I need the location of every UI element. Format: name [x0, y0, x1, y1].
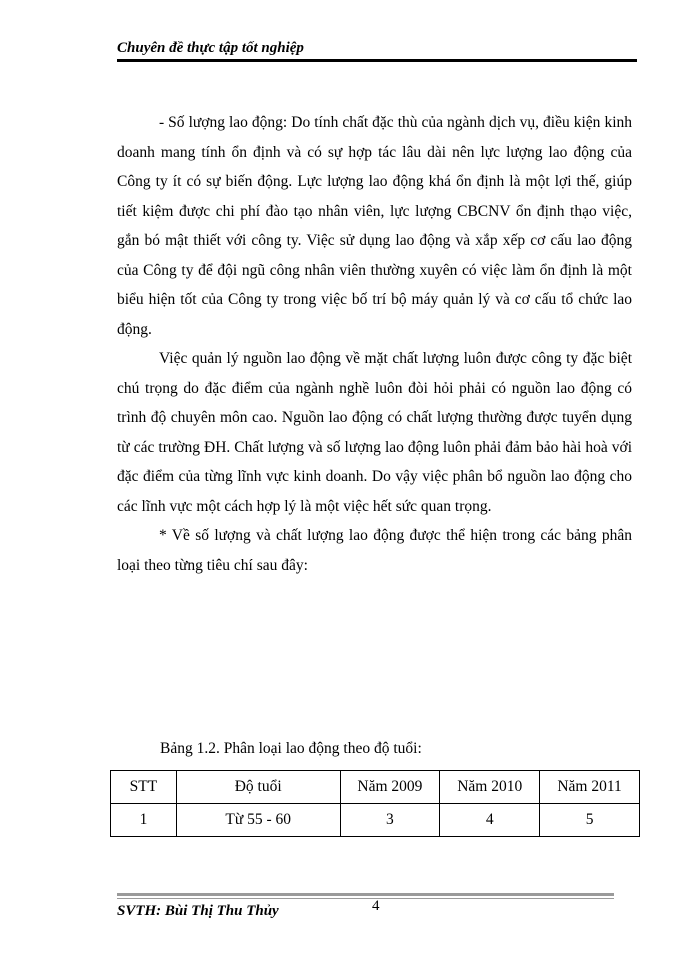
age-classification-table [110, 770, 640, 837]
table-row [111, 804, 640, 837]
paragraph-labor-quality: Việc quản lý nguồn lao động về mặt chất lượng luôn được công ty đặc biệt chú trọng do đặc điểm của ngành nghề luôn đòi hỏi phải có nguồn lao động có trình độ chuyên môn cao. Nguồn lao động có chất lượng thường được tuyển dụng từ các trường ĐH. Chất lượng và số lượng lao động luôn phải đảm bảo hài hoà với đặc điểm của từng lĩnh vực kinh doanh. Do vậy việc phân bổ nguồn lao động cho các lĩnh vực một cách hợp lý là một việc hết sức quan trọng. [117, 350, 632, 515]
paragraph-table-intro: * Về số lượng và chất lượng lao động được thể hiện trong các bảng phân loại theo từng tiêu chí sau đây: [117, 527, 632, 574]
header-cell-2010: Năm 2010 [440, 771, 540, 804]
header-rule [117, 59, 637, 62]
table-cell: 1 [111, 804, 177, 837]
table-header-row [111, 771, 640, 804]
header-cell-2011: Năm 2011 [540, 771, 640, 804]
body-text [117, 108, 632, 580]
header-cell-stt: STT [111, 771, 177, 804]
table-cell: Từ 55 - 60 [176, 804, 340, 837]
table-cell: 5 [540, 804, 640, 837]
page-header-title: Chuyên đề thực tập tốt nghiệp [117, 40, 304, 56]
footer-rule-thin [117, 898, 614, 899]
footer-rule [117, 893, 614, 896]
table-cell: 3 [340, 804, 440, 837]
paragraph-labor-quantity: - Số lượng lao động: Do tính chất đặc thù của ngành dịch vụ, điều kiện kinh doanh mang tính ổn định và có sự hợp tác lâu dài nên lực lượng lao động của Công ty ít có sự biến động. Lực lượng lao động khá ổn định là một lợi thế, giúp tiết kiệm được chi phí đào tạo nhân viên, lực lượng CBCNV ổn định thạo việc, gắn bó mật thiết với công ty. Việc sử dụng lao động và xắp xếp cơ cấu lao động của Công ty để đội ngũ công nhân viên thường xuyên có việc làm ổn định là một biểu hiện tốt của Công ty trong việc bố trí bộ máy quản lý và cơ cấu tổ chức lao động. [117, 114, 632, 338]
footer-student-name: SVTH: Bùi Thị Thu Thủy [117, 903, 279, 919]
header-cell-age: Độ tuổi [176, 771, 340, 804]
page-number: 4 [372, 898, 380, 914]
table-caption: Bảng 1.2. Phân loại lao động theo độ tuổi: [160, 740, 422, 757]
header-cell-2009: Năm 2009 [340, 771, 440, 804]
table-cell: 4 [440, 804, 540, 837]
